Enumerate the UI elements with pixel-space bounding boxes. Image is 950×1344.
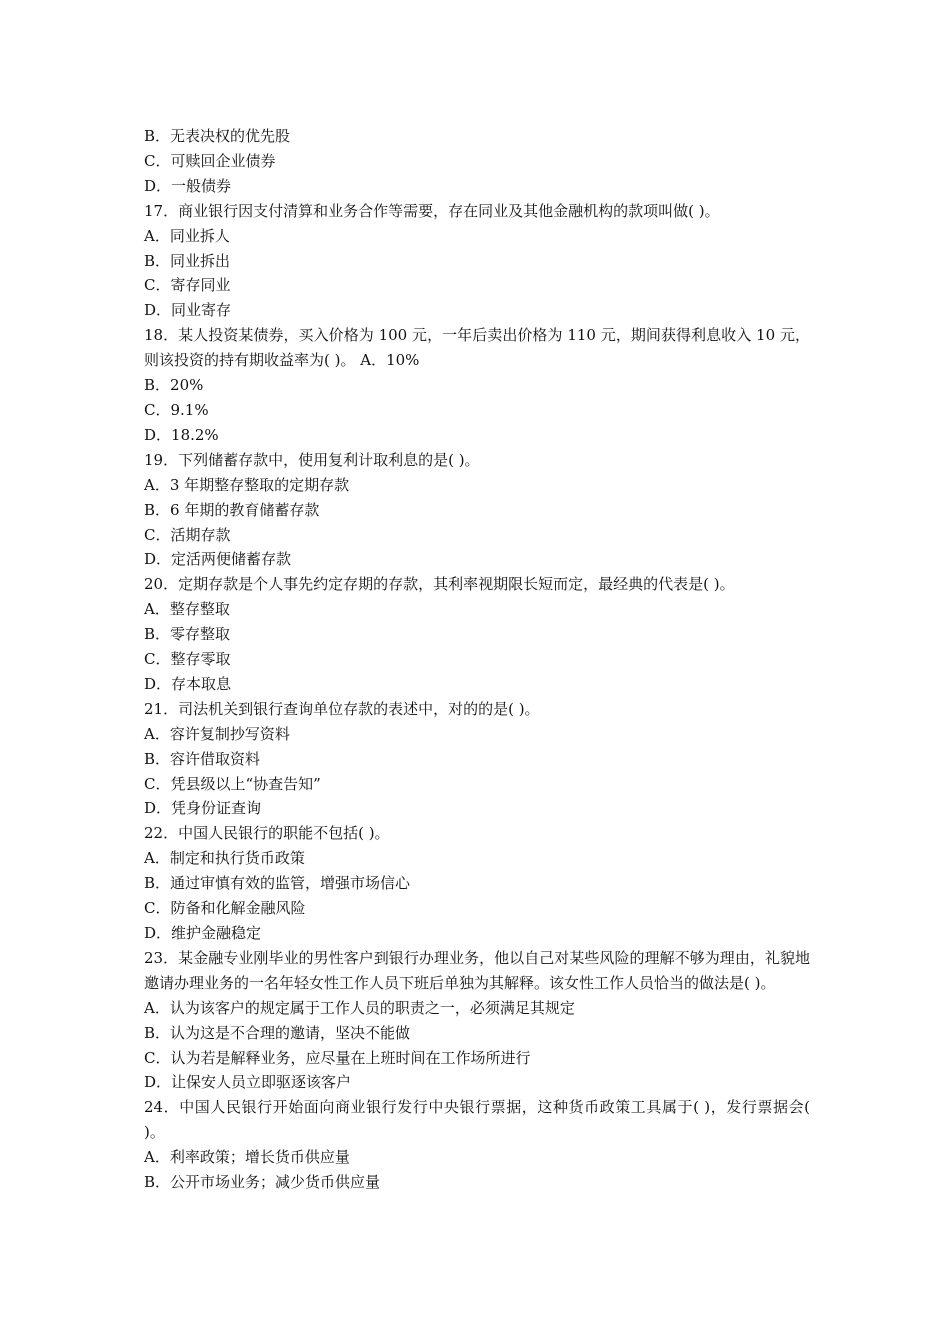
option-18d: D．18.2% xyxy=(144,425,219,444)
question-23: 23．某金融专业刚毕业的男性客户到银行办理业务，他以自己对某些风险的理解不够为理由，礼貌地邀请办理业务的一名年轻女性工作人员下班后单独为其解释。该女性工作人员恰当的做法是( )。 xyxy=(144,948,810,992)
question-17: 17．商业银行因支付清算和业务合作等需要，存在同业及其他金融机构的款项叫做( )。 xyxy=(144,201,720,220)
option-19c: C．活期存款 xyxy=(144,525,231,544)
option-19b: B．6 年期的教育储蓄存款 xyxy=(144,500,320,519)
option-22a: A．制定和执行货币政策 xyxy=(144,849,305,868)
question-19: 19．下列储蓄存款中，使用复利计取利息的是( )。 xyxy=(144,450,480,469)
option-19d: D．定活两便储蓄存款 xyxy=(144,550,292,569)
question-24: 24．中国人民银行开始面向商业银行发行中央银行票据，这种货币政策工具属于( )，发行票据会( )。 xyxy=(144,1098,810,1142)
option-23d: D．让保安人员立即驱逐该客户 xyxy=(144,1073,352,1092)
option-17a: A．同业拆人 xyxy=(144,226,230,245)
option-23b: B．认为这是不合理的邀请，坚决不能做 xyxy=(144,1023,411,1042)
document-page xyxy=(144,124,810,1195)
option-18b: B．20% xyxy=(144,376,204,395)
option-16d: D．一般债券 xyxy=(144,176,232,195)
option-20a: A．整存整取 xyxy=(144,600,230,619)
option-21c: C．凭县级以上“协查告知” xyxy=(144,774,321,793)
option-23c: C．认为若是解释业务，应尽量在上班时间在工作场所进行 xyxy=(144,1048,531,1067)
option-21b: B．容许借取资料 xyxy=(144,749,261,768)
option-22b: B．通过审慎有效的监管，增强市场信心 xyxy=(144,874,411,893)
option-19a: A．3 年期整存整取的定期存款 xyxy=(144,475,350,494)
option-24a: A．利率政策；增长货币供应量 xyxy=(144,1148,350,1167)
question-22: 22．中国人民银行的职能不包括( )。 xyxy=(144,824,390,843)
option-24b: B．公开市场业务；减少货币供应量 xyxy=(144,1173,381,1192)
option-22d: D．维护金融稳定 xyxy=(144,924,262,942)
question-18: 18．某人投资某债券，买入价格为 100 元，一年后卖出价格为 110 元，期间获得利息收入 10 元，则该投资的持有期收益率为( )。 A．10% xyxy=(144,326,810,370)
question-21: 21．司法机关到银行查询单位存款的表述中，对的的是( )。 xyxy=(144,699,540,718)
option-20b: B．零存整取 xyxy=(144,625,231,644)
option-23a: A．认为该客户的规定属于工作人员的职责之一，必须满足其规定 xyxy=(144,998,575,1017)
option-17b: B．同业拆出 xyxy=(144,251,231,270)
option-18c: C．9.1% xyxy=(144,400,209,419)
option-16c: C．可赎回企业债券 xyxy=(144,151,276,170)
option-16b: B．无表决权的优先股 xyxy=(144,127,291,145)
option-21d: D．凭身份证查询 xyxy=(144,799,262,818)
option-21a: A．容许复制抄写资料 xyxy=(144,724,290,743)
option-22c: C．防备和化解金融风险 xyxy=(144,899,306,918)
option-17c: C．寄存同业 xyxy=(144,276,231,295)
option-17d: D．同业寄存 xyxy=(144,301,232,320)
option-20c: C．整存零取 xyxy=(144,650,231,669)
option-20d: D．存本取息 xyxy=(144,674,232,693)
question-20: 20．定期存款是个人事先约定存期的存款，其利率视期限长短而定，最经典的代表是( )。 xyxy=(144,575,735,594)
